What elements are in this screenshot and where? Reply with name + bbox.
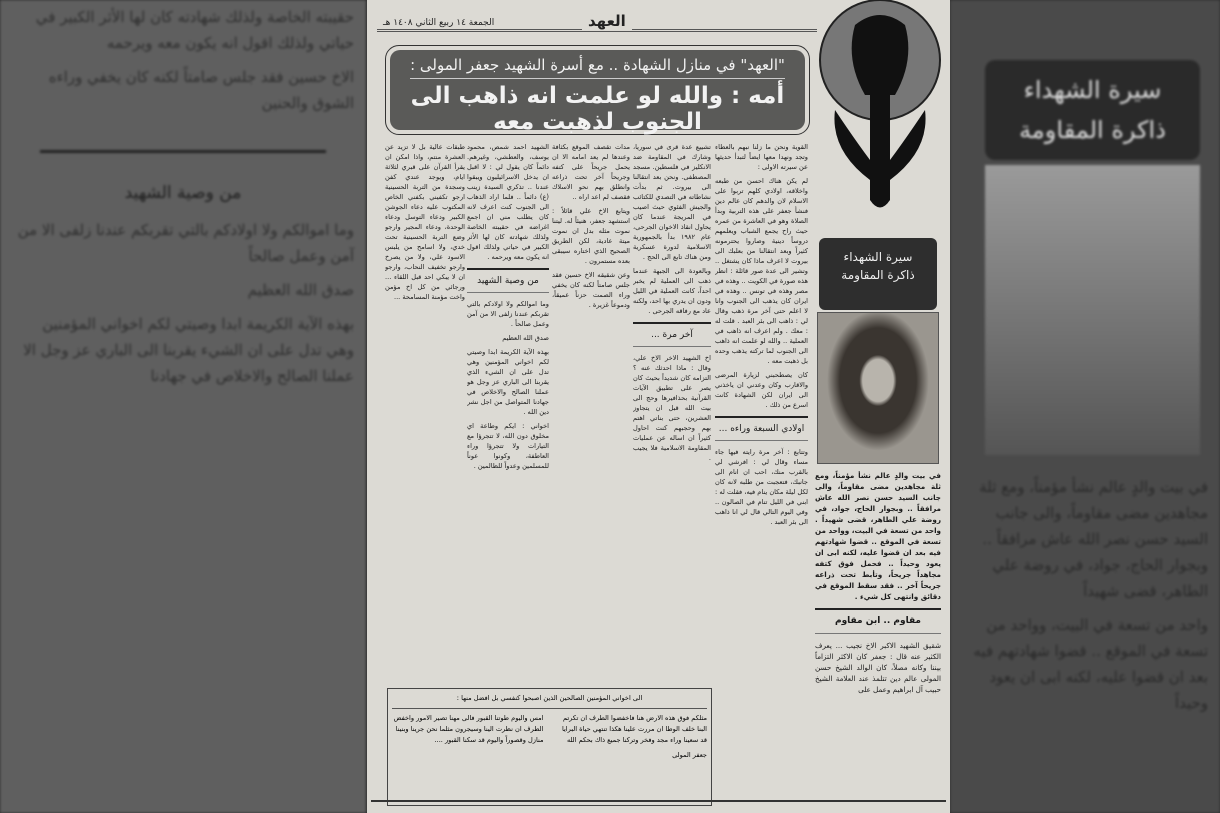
newspaper-logo: العهد bbox=[582, 12, 632, 30]
paragraph: وتتابع : آخر مرة رايته فيها جاء مساء وقال لي : افرشي لي بالقرب منك، احب ان انام الى جانبك، فتعجبت من طلبه لانه كان لكل ليلة مكان ينام فيه، فقلت له : ابني في الليل تنام في الصالون .. وفي اليوم التالي قال لي انا ذاهب الى بئر العبد . bbox=[715, 448, 808, 526]
background-page-right bbox=[950, 0, 1220, 813]
newspaper-page bbox=[367, 0, 950, 813]
bg-section-heading: من وصية الشهيد bbox=[40, 150, 326, 203]
bg-text: صدق الله العظيم bbox=[247, 281, 354, 299]
issue-date: الجمعة ١٤ ربيع الثاني ١٤٠٨ هـ bbox=[383, 18, 495, 28]
bg-text: وما اموالكم ولا اولادكم بالتي تقربكم عندنا زلفى الا من آمن وعمل صالحاً bbox=[17, 221, 354, 265]
bg-box-title: سيرة الشهداء bbox=[1023, 76, 1162, 104]
paragraph: الشهيد احمد شمص، محمود يوسف، والعطشي، وغيرهم. دائماً كان يقول لي : لا اقبل ان يدخل الاسرائيليون ويبقوا عندنا .. تذكري السيدة زينب (ع) دائماً .. فلما اراد الذهاب الى الجنوب كنت اعرف لانه كان يطلب مني ان اجمع اغراضه في حقيبته الخاصة ولذلك شهادته كان لها الأثر الكبير في حياتي ولذلك اقول انه يكون معه ويرحمه . bbox=[467, 143, 549, 261]
paragraph: طبقات عالية بل لا تزيد عن العشرة منتم، واذا امكن ان يقرأ القرآن على قبري لثلاثة ايام، ويوجد عندي كفن وسجدة من التربة الحسينية ارجو تكفيني بكفني الخاص المكتوب عليه دعاء الجوشن الكبير ودعاء التوسل ودعاء الوحدة، ودعاء المجير وارجو وضع التربة الحسينية تحت خدي، ولا اسامح من يلبس الاسود علي، ولا من يصرخ وارجو تخفيف النحاب، وارجو ان لا يبكي احد قبل اللقاء ... ورجائي من كل اخ مؤمن واخت مؤمنة المسامحة ... bbox=[385, 143, 465, 301]
headline-box bbox=[385, 45, 810, 135]
section-heading: اولادي السبعة وراءه ... bbox=[715, 416, 808, 441]
paragraph: وبالعودة الى الجبهة عندما ذهب الى العملية لم يخبر احداً، كانت العملية في الليل ودون ان يدري بها احد، ولكنه عاد مع رفاقه الجرحى . bbox=[633, 267, 711, 315]
bg-box-subtitle: ذاكرة المقاومة bbox=[1019, 116, 1166, 144]
headline-main: أمه : والله لو علمت انه ذاهب الى الجنوب لذهبت معه bbox=[410, 83, 785, 135]
martyr-portrait bbox=[817, 312, 939, 464]
column-1 bbox=[715, 142, 808, 797]
bg-text: واحد من تسعة في البيت، وواحد من تسعة في الموقع .. قضوا شهادتهم فيه بعد ان قضوا عليه، لكنه ابى ان يعود وحيداً bbox=[973, 616, 1208, 712]
paragraph: لم يكن هناك احسن من طبعه واخلاقه، اولادي كلهم تربوا على الاسلام لان والدهم كان عالم دين فنشأ جعفر على هذه التربية وبدأ الصلاة وهو في العاشرة من عمره حيث راح يجمع الشباب ويعلمهم دروساً دينية وصاروا يحترمونه كثيراً وبعد انتقالنا من بعلبك الى بيروت لا اعرف ماذا كان يشتغل .. وتشير الى عدة صور قائلة : انظر هذه صورة في الكويت .. وهذه في مصر وهذه في تونس .. وهذه في ايران كان يذهب الى الجنوب وانا لا اعلم حتى آخر مرة ذهب وقال لي : ذاهب الى بئر العبد . قلت له : معك . ولم اعرف انه ذاهب في العملية .. والله لو علمت انه ذاهب الى الجنوب لما تركته يذهب وحده بل ذهبت معه . bbox=[715, 177, 808, 365]
paragraph: شقيق الشهيد الاكبر الاخ نجيب ... يعرف الكثير عنه قال : جعفر كان الاكثر التزاماً بيننا وكانه مصلاً، كان الوالد الشيخ حسن المولى عالم دين تتلمذ عند العلامة الشيخ حبيب آل ابراهيم وعمل على bbox=[815, 641, 941, 694]
paragraph: كان يصطحبني لزيارة المرضى والاقارب وكان وعدني ان ياخذني الى ايران لكن الشهادة كانت اسرع من ذلك . bbox=[715, 371, 808, 409]
column-3 bbox=[552, 142, 630, 687]
section-heading: من وصية الشهيد bbox=[467, 268, 549, 293]
paragraph: تشييع عدة قرى في سوريا، وشارك في المقاومة ضد الانكليز في فلسطين. مسجد المصطفى. ونحن بعد انتقالنا الى بيروت. ثم بدأت نشاطاته في التصدي للكتائب والجيش الفئوي حيث اصيب في المريجة عندما كان يحاول انقاذ الاخوان الجرحى، عام ١٩٨٢ بدأ بالجمهورية الاسلامية لدورة عسكرية ومن هناك تابع الى الحج . bbox=[633, 143, 711, 261]
sira-title: سيرة الشهداء bbox=[843, 250, 913, 264]
poem-signature: جعفر المولى bbox=[672, 751, 707, 759]
page-header bbox=[377, 12, 817, 32]
paragraph: بهذه الآية الكريمة ابدا وصيتي لكم اخواني المؤمنين وهي تدل على ان الشيء الذي يقربنا الى الباري عز وجل هو عملنا الصالح والاخلاص في جهادنا المتواصل من اجل نشر دين الله . bbox=[467, 348, 549, 416]
bg-sira-box bbox=[985, 60, 1200, 160]
column-6 bbox=[815, 470, 941, 800]
paragraph: وعن شقيقه الاخ حسين فقد جلس صامتاً لكنه كان يخفي وراء الصمت حزناً عميقاً، ودموعاً غزيرة . bbox=[552, 271, 630, 309]
section-heading: آخر مرة ... bbox=[633, 322, 711, 347]
bg-text: في بيت والدٍ عالم نشأ مؤمناً، ومع ثلة مجاهدين مضى مقاوماً، والى جانب السيد حسن نصر الله عاش مرافقاً .. وبجوار الحاج، جواد، في روضة علي الطاهر، قضى شهيداً bbox=[979, 478, 1208, 600]
bg-portrait bbox=[985, 165, 1200, 455]
bg-text: حقيبته الخاصة ولذلك شهادته كان لها الأثر الكبير في حياتي ولذلك اقول انه يكون معه ويرحمه bbox=[35, 8, 354, 52]
sira-subtitle: ذاكرة المقاومة bbox=[841, 268, 915, 282]
bg-text: بهذه الآية الكريمة ابدا وصيتي لكم اخواني المؤمنين وهي تدل على ان الشيء يقربنا الى الباري عز وجل الا عملنا الصالح والاخلاص في جهادنا bbox=[23, 315, 354, 385]
paragraph: اخواني : ايكم وطاعة اي مخلوق دون الله، لا تتجرؤا مع التيارات ولا تتجرؤا وراء العاطفة، وكونوا عوناً للمسلمين وعدواً للظالمين . bbox=[467, 422, 549, 470]
paragraph: صدق الله العظيم bbox=[502, 334, 549, 342]
paragraph: وما اموالكم ولا اولادكم بالتي تقربكم عندنا زلفى الا من آمن وعمل صالحاً . bbox=[467, 300, 549, 328]
poem-verse-left: امس واليوم طوتنا القبور فالى مهنا تصير الامور واخفض الطرف ان نظرت الينا وسيجرون مثلما نحن جرينا وبنينا منازل وقصوراً واليوم قد سكنا القبور .... bbox=[393, 714, 544, 744]
tulip-emblem-icon bbox=[810, 0, 945, 232]
poem-box bbox=[387, 688, 712, 806]
poem-intro: الى اخواني المؤمنين الصالحين الذين اصبحوا كنفسي بل افضل منها : bbox=[392, 693, 707, 709]
headline-kicker: "العهد" في منازل الشهادة .. مع أسرة الشهيد جعفر المولى : bbox=[410, 50, 785, 79]
column-2 bbox=[633, 142, 711, 687]
paragraph: اخ الشهيد الاخر الاخ علي، وقال : ماذا احدثك عنه ؟ التزامه كان شديداً بحيث كان يصر على تطبيق الآيات القرآنية بحذافيرها وحج الى بيت الله قبل ان يتجاوز العشرين، حتى بناتي اهتم بهم وحجبهم كنت احاول كثيراً ان اساله عن عمليات المقاومة الاسلامية فلا يجيب . bbox=[633, 354, 711, 462]
page-border bbox=[371, 800, 946, 802]
paragraph: مدات تقصف الموقع بكثافة وعندها لم يعد امامه الا ان يحمل جريحاً على كتفه وجريحاً آخر تحت ذراعه وانطلق بهم نحو الاسلاك فقصف لم اعد اراه .. bbox=[552, 143, 630, 201]
paragraph: ويتابع الاخ علي قائلاً : استشهد جعفر، هنيئاً له. ليتنا نموت مثله بدل ان نموت ميتة عادية، لكن الطريق الصحيح الذي اختاره سيبقى بعده مستمرون . bbox=[552, 207, 630, 265]
section-heading: مقاوم .. ابن مقاوم bbox=[815, 608, 941, 634]
paragraph: القوية ونحن ما زلنا نبهم بالعطاء وتجد ونهدا معها ايضاً لتبدأ حديثها عن سيرته الاولى : bbox=[715, 143, 808, 171]
intro-paragraph: في بيت والدٍ عالم نشأ مؤمناً، ومع ثلة مجاهدين مضى مقاوماً، والى جانب السيد حسن نصر الله عاش مرافقاً .. وبجوار الحاج، جواد، في روضة علي الطاهر، قضى شهيداً . واحد من تسعة في البيت، وواحد من تسعة في الموقع .. قضوا شهادتهم فيه بعد ان قضوا عليه، لكنه ابى ان يعود وحيداً .. فحمل فوق كتفه مجاهداً جريحاً، وتأبط تحت ذراعه جريحاً آخر .. فقد سقط الموقع في دقائق وانتهى كل شيء . bbox=[815, 471, 941, 601]
poem-verse-right: مثلكم فوق هذه الارض هنا فاخفضوا الطرف ان تكرتم البنا خلف الوطا ان مررت علينا هكذا تنتهي حياة البرايا قد سعينا وراء مجد وفخر وتركنا جميع ذاك بحكم الله bbox=[561, 714, 707, 744]
sira-box bbox=[819, 238, 937, 310]
background-page-left bbox=[0, 0, 366, 813]
bg-text: الاخ حسين فقد جلس صامتاً لكنه كان يخفي وراءه الشوق والحنين bbox=[48, 68, 354, 112]
column-4 bbox=[467, 142, 549, 687]
